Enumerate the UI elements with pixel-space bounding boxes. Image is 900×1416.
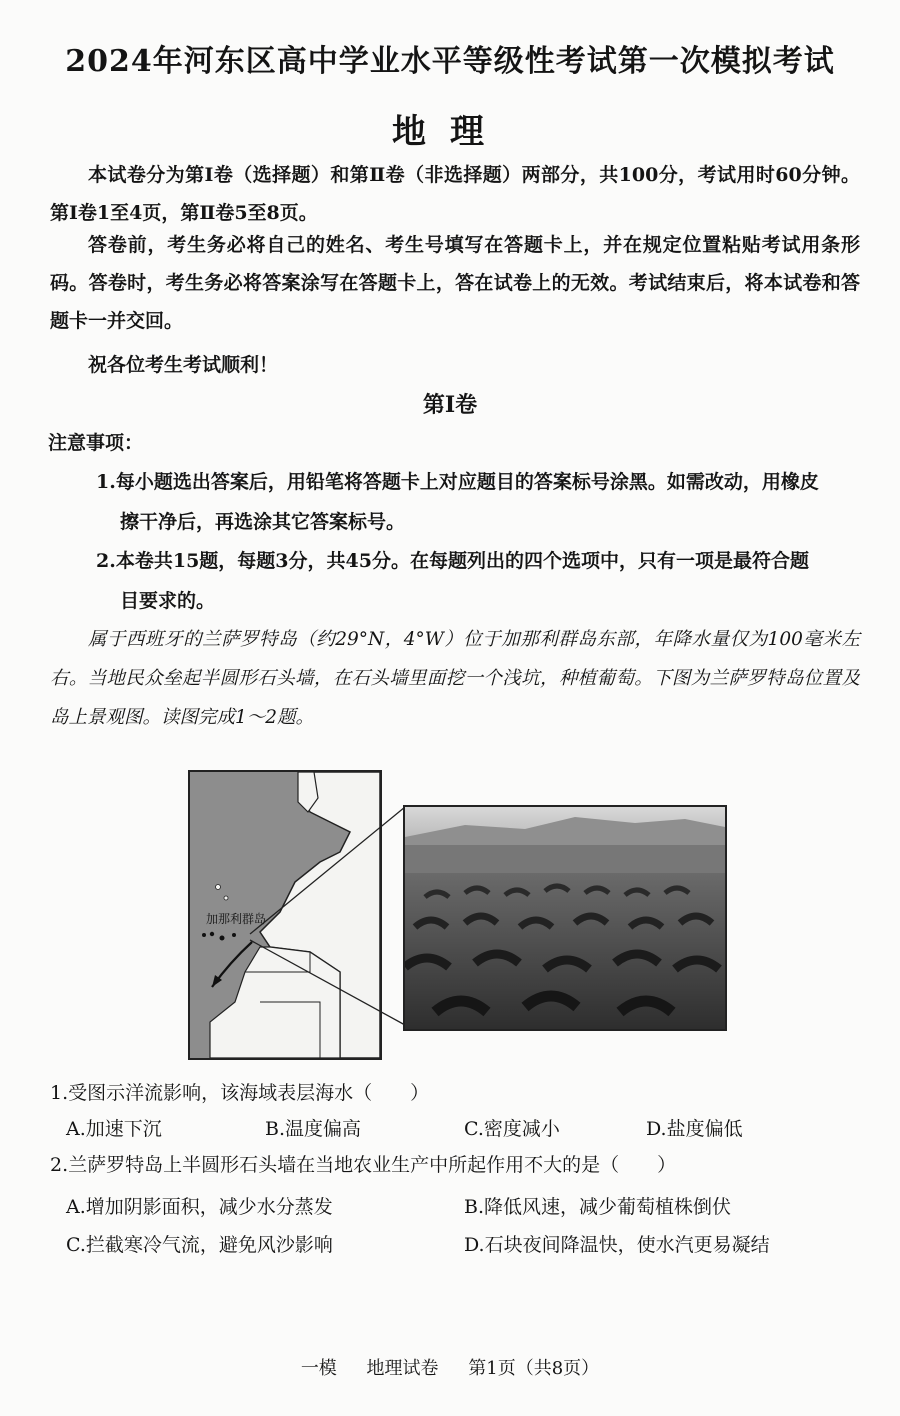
notice-item-2 (96, 541, 860, 621)
exam-title: 2024年河东区高中学业水平等级性考试第一次模拟考试 (65, 44, 835, 79)
landscape-photo (403, 805, 727, 1031)
question-2: 2.兰萨罗特岛上半圆形石头墙在当地农业生产中所起作用不大的是（ ） (50, 1154, 677, 1176)
map-label-canary: 加那利群岛 (206, 912, 267, 926)
footer-paper: 地理试卷 (366, 1358, 439, 1379)
notice-text-line1: 本卷共15题，每题3分，共45分。在每题列出的四个选项中，只有一项是最符合题 (115, 550, 809, 572)
footer-page-number: 第1页（共8页） (468, 1358, 600, 1379)
notice-title: 注意事项： (48, 432, 144, 454)
intro-paragraph-1: 本试卷分为第Ⅰ卷（选择题）和第Ⅱ卷（非选择题）两部分，共100分，考试用时60分钟。第Ⅰ卷1至4页，第Ⅱ卷5至8页。 (50, 164, 860, 224)
question-1: 1.受图示洋流影响，该海域表层海水（ ） (50, 1082, 430, 1104)
landscape-graphic (405, 807, 725, 1029)
q1-option-b: B.温度偏高 (265, 1118, 362, 1140)
notice-number: 1. (96, 471, 116, 493)
q1-option-c: C.密度减小 (464, 1118, 560, 1140)
intro-paragraph-2: 答卷前，考生务必将自己的姓名、考生号填写在答题卡上，并在规定位置粘贴考试用条形码。答卷时，考生务必将答案涂写在答题卡上，答在试卷上的无效。考试结束后，将本试卷和答题卡一并交回。 (50, 234, 860, 332)
q2-option-c: C.拦截寒冷气流，避免风沙影响 (66, 1234, 333, 1256)
notice-text-line1: 每小题选出答案后，用铅笔将答题卡上对应题目的答案标号涂黑。如需改动，用橡皮 (115, 471, 819, 493)
figure (188, 770, 728, 1062)
question-stem: 属于西班牙的兰萨罗特岛（约29°N，4°W）位于加那利群岛东部，年降水量仅为100毫米左右。当地民众垒起半圆形石头墙，在石头墙里面挖一个浅坑，种植葡萄。下图为兰萨罗特岛位置及岛上景观图。读图完成1～2题。 (50, 629, 860, 728)
notice-number: 2. (96, 550, 116, 572)
q2-option-a: A.增加阴影面积，减少水分蒸发 (66, 1196, 333, 1218)
section-title: 第Ⅰ卷 (422, 392, 478, 418)
q1-option-d: D.盐度偏低 (646, 1118, 743, 1140)
page-footer (0, 1354, 900, 1380)
notice-text-line2: 擦干净后，再选涂其它答案标号。 (120, 511, 406, 533)
subject-title: 地理 (392, 112, 508, 152)
q2-option-d: D.石块夜间降温快，使水汽更易凝结 (464, 1234, 770, 1256)
q2-option-b: B.降低风速，减少葡萄植株倒伏 (464, 1196, 732, 1218)
wish-line: 祝各位考生考试顺利！ (88, 354, 279, 376)
q1-option-a: A.加速下沉 (66, 1118, 162, 1140)
notice-text-line2: 目要求的。 (120, 590, 216, 612)
notice-item-1 (96, 462, 860, 542)
footer-exam: 一模 (300, 1358, 337, 1379)
